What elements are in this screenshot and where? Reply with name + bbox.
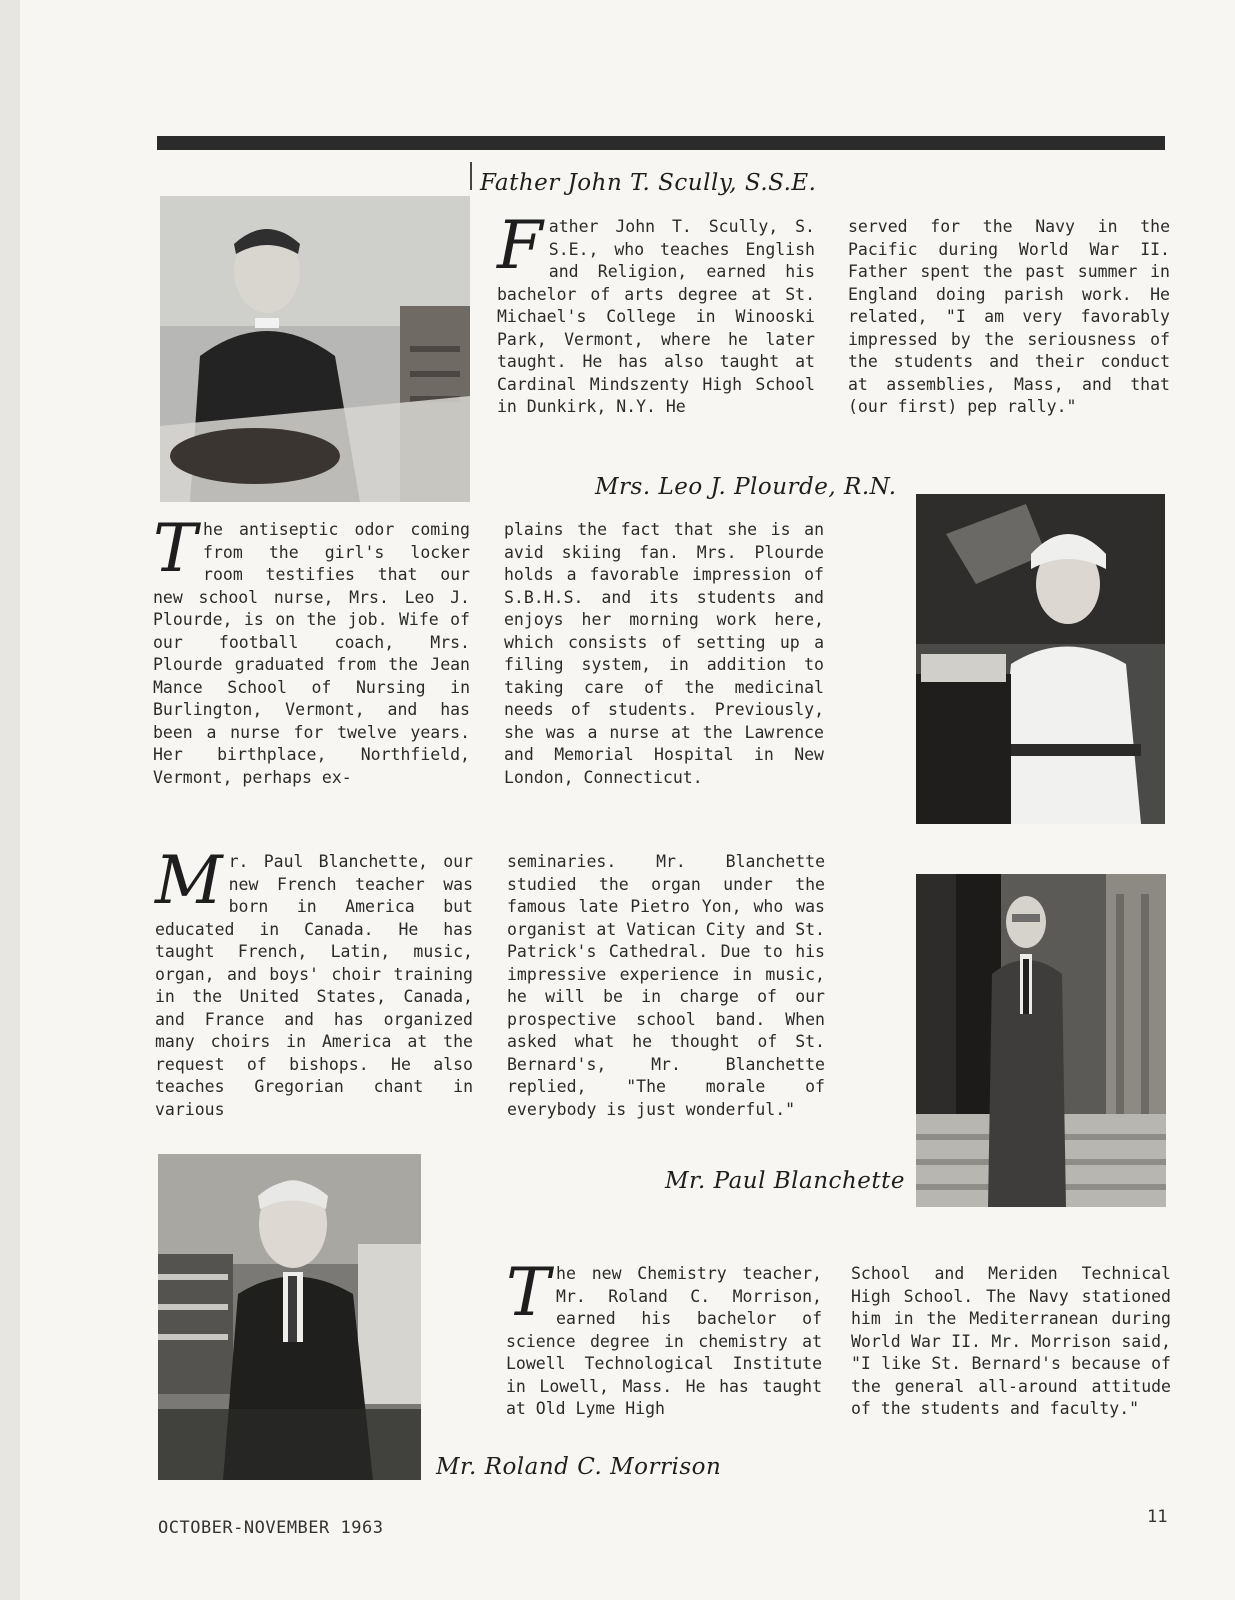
morrison-text-col1	[506, 1254, 822, 1421]
scully-paragraph-1: ather John T. Scully, S. S.E., who teaches English and Religion, earned his bachelor of arts degree at St. Michael's College in Winooski Park, Vermont, where he later taught. He has also taught at Cardinal Mindszenty High School in Dunkirk, N.Y. He	[497, 217, 815, 416]
plourde-text-col1	[153, 510, 470, 789]
heading-blanchette: Mr. Paul Blanchette	[665, 1168, 905, 1194]
blanchette-text-col2: seminaries. Mr. Blanchette studied the organ under the famous late Pietro Yon, who was organist at Vatican City and St. Patrick's Cathedral. Due to his impressive experience in music, he will be in charge of our prospective school band. When asked what he thought of St. Bernard's, Mr. Blanchette replied, "The morale of everybody is just wonderful."	[507, 852, 825, 1119]
scully-dropcap: F	[497, 207, 543, 284]
scully-text-col2: served for the Navy in the Pacific during World War II. Father spent the past summer in England doing parish work. He related, "I am very favorably impressed by the seriousness of the students and their conduct at assemblies, Mass, and that (our first) pep rally."	[848, 217, 1170, 416]
plourde-dropcap: T	[153, 510, 198, 587]
heading-plourde: Mrs. Leo J. Plourde, R.N.	[595, 474, 897, 500]
morrison-text-col2: School and Meriden Technical High School. The Navy stationed him in the Mediterranean during World War II. Mr. Morrison said, "I like St. Bernard's because of the general all-around attitude of the students and faculty."	[851, 1264, 1171, 1418]
heading-scully: Father John T. Scully, S.S.E.	[480, 170, 817, 196]
heading-rule-scully	[470, 162, 472, 190]
morrison-paragraph-1: he new Chemistry teacher, Mr. Roland C. Morrison, earned his bachelor of science degree in chemistry at Lowell Technological Institute in Lowell, Mass. He has taught at Old Lyme High	[506, 1264, 822, 1418]
photo-mr-morrison	[158, 1154, 421, 1480]
photo-mrs-plourde	[916, 494, 1165, 824]
blanchette-dropcap: M	[155, 842, 223, 919]
plourde-text-col2: plains the fact that she is an avid skiing fan. Mrs. Plourde holds a favorable impression of S.B.H.S. and its students and enjoys her morning work here, which consists of setting up a filing system, in addition to taking care of the medicinal needs of students. Previously, she was a nurse at the Lawrence and Memorial Hospital in New London, Connecticut.	[504, 520, 824, 787]
blanchette-text-col1	[155, 842, 473, 1121]
page-edge	[0, 0, 20, 1600]
photo-father-scully	[160, 196, 470, 502]
heading-morrison: Mr. Roland C. Morrison	[436, 1454, 722, 1480]
page-number: 11	[1147, 1507, 1168, 1527]
scully-text-col1	[497, 207, 815, 419]
blanchette-paragraph-1: r. Paul Blanchette, our new French teacher was born in America but educated in Canada. He has taught French, Latin, music, organ, and boys' choir training in the United States, Canada, and France and has organized many choirs in America at the request of bishops. He also teaches Gregorian chant in various	[155, 852, 473, 1119]
morrison-dropcap: T	[506, 1254, 551, 1331]
plourde-paragraph-1: he antiseptic odor coming from the girl's locker room testifies that our new school nurse, Mrs. Leo J. Plourde, is on the job. Wife of our football coach, Mrs. Plourde graduated from the Jean Mance School of Nursing in Burlington, Vermont, and has been a nurse for twelve years. Her birthplace, Northfield, Vermont, perhaps ex-	[153, 520, 470, 787]
top-rule-bar	[157, 136, 1165, 150]
photo-mr-blanchette	[916, 874, 1166, 1207]
footer-date: OCTOBER-NOVEMBER 1963	[158, 1518, 384, 1538]
